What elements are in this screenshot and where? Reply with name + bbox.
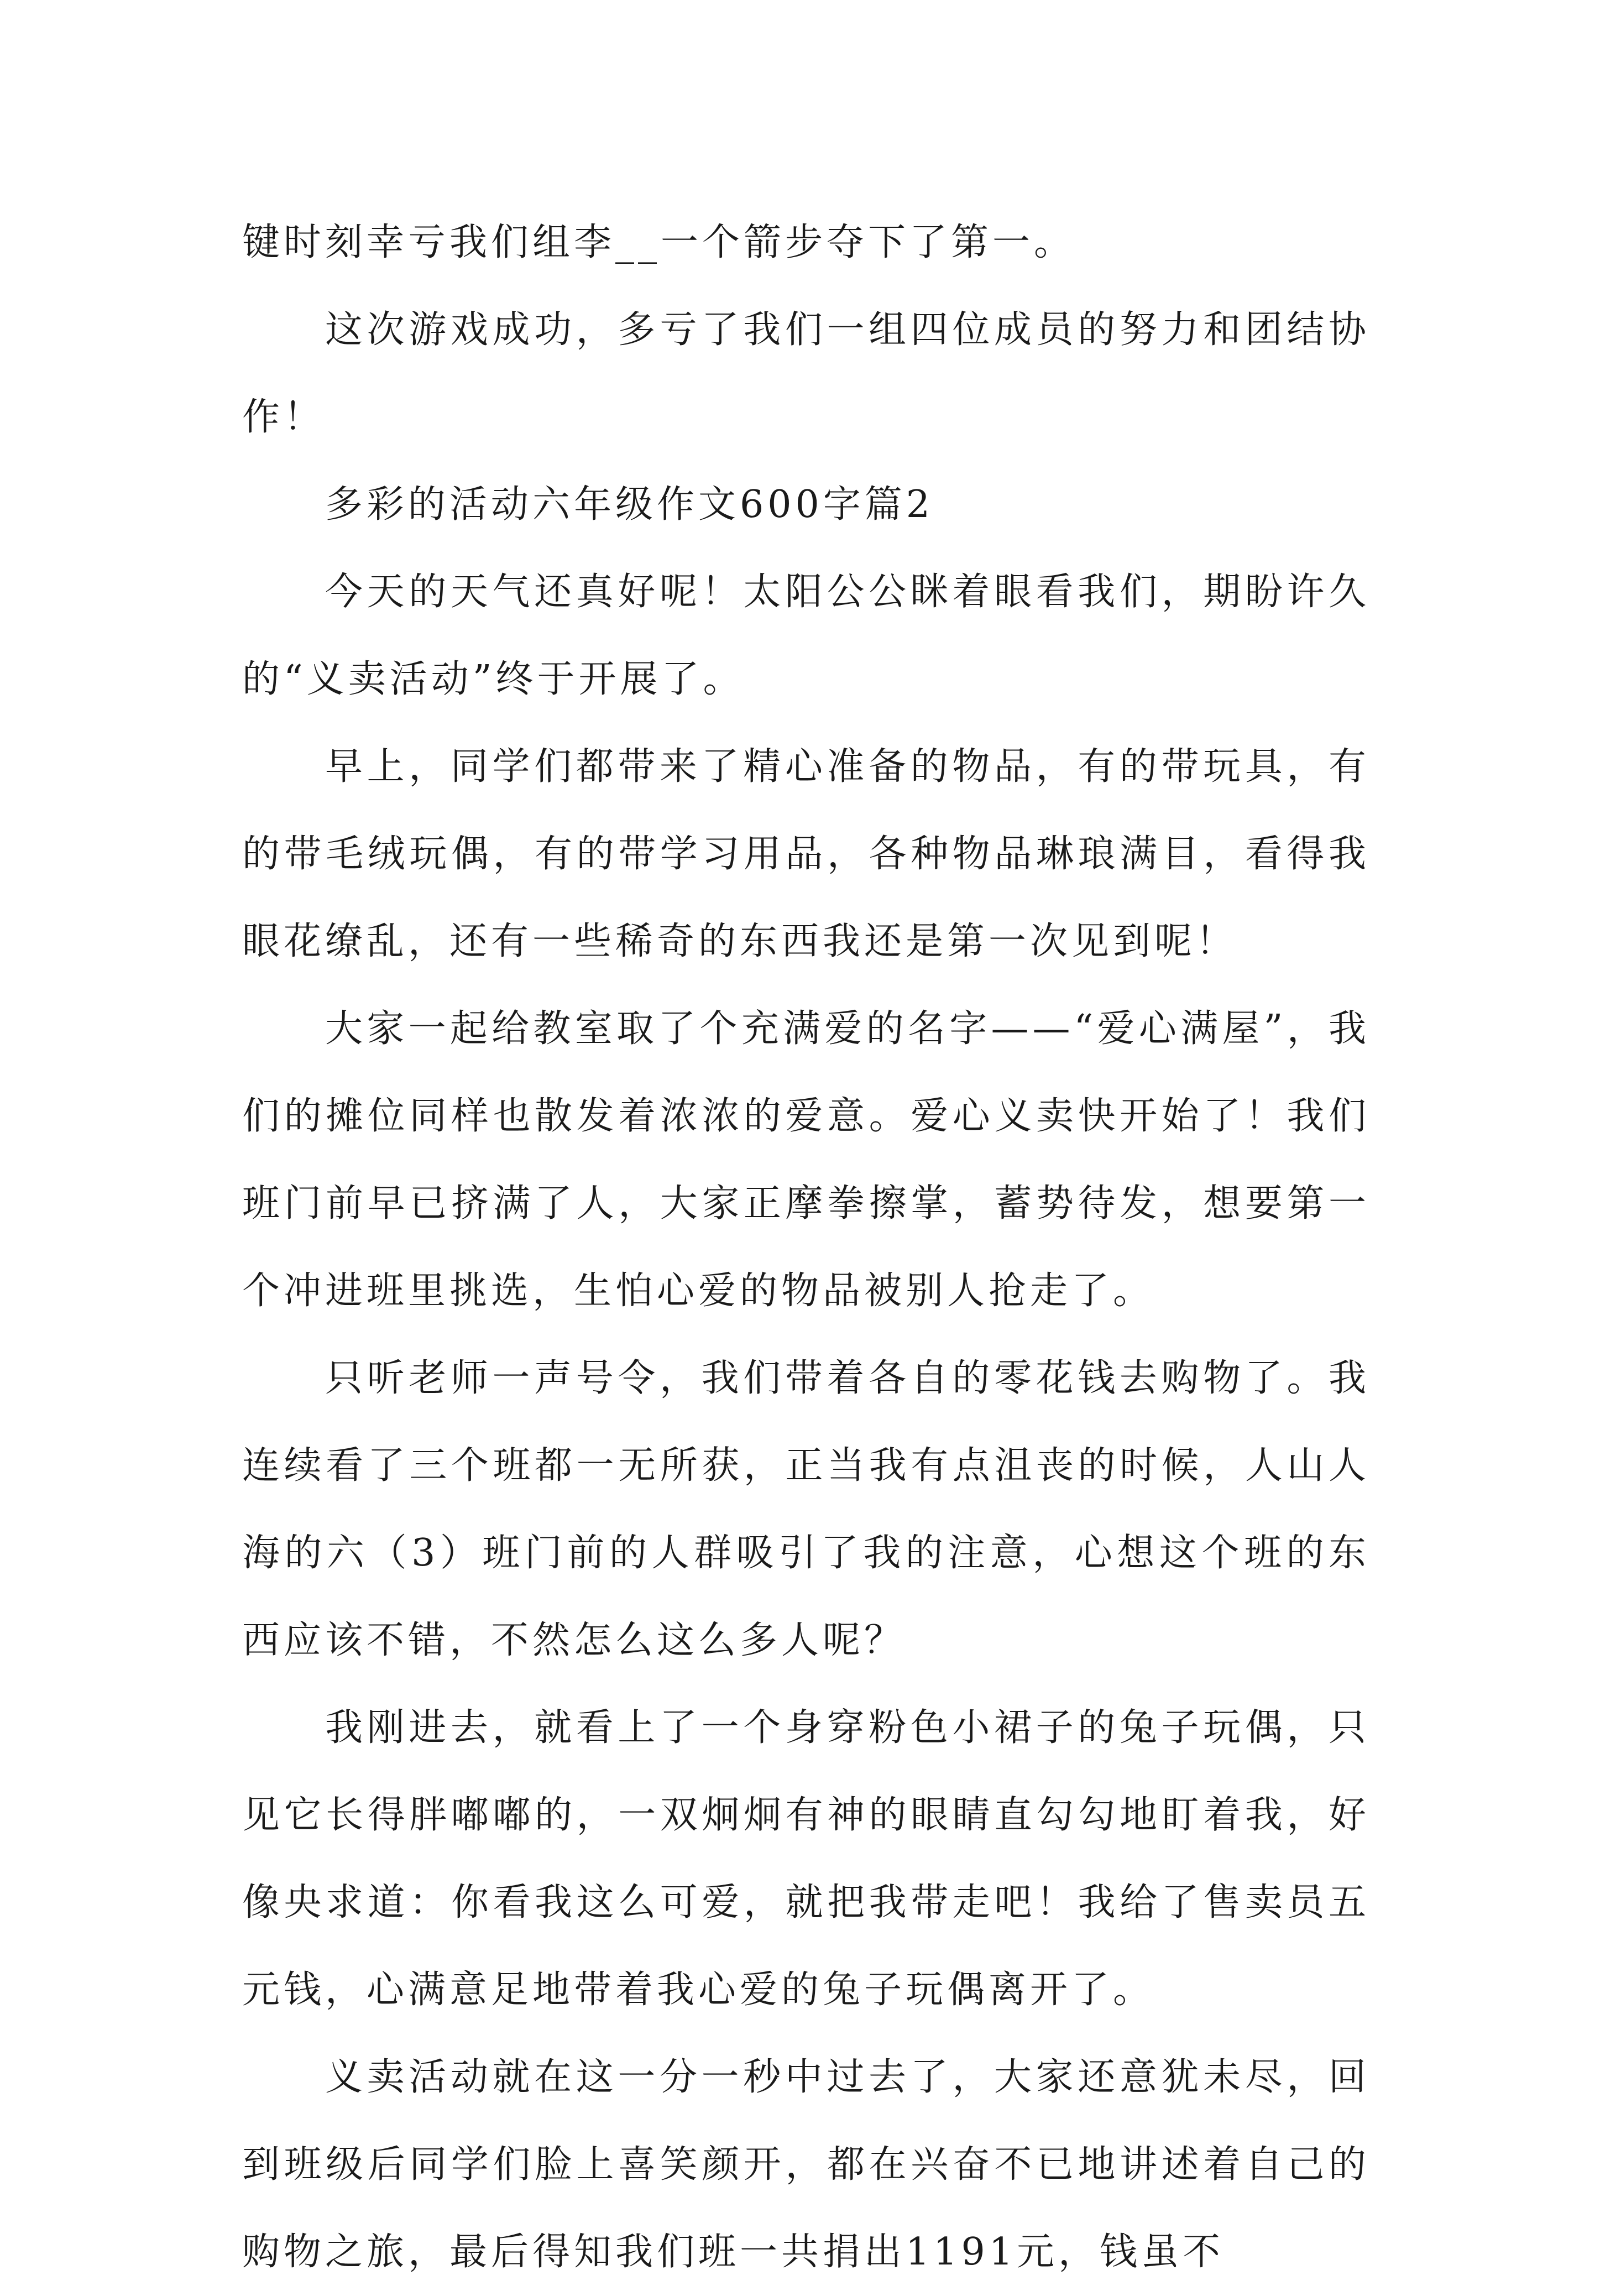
paragraph-morning: 早上，同学们都带来了精心准备的物品，有的带玩具，有的带毛绒玩偶，有的带学习用品，各种物品琳琅满目，看得我眼花缭乱，还有一些稀奇的东西我还是第一次见到呢！: [242, 745, 1370, 963]
paragraph-continuation: 键时刻幸亏我们组李__一个箭步夺下了第一。: [242, 221, 1076, 264]
document-body: [242, 199, 1370, 2296]
paragraph-weather: 今天的天气还真好呢！太阳公公眯着眼看我们，期盼许久的“义卖活动”终于开展了。: [242, 570, 1370, 701]
section-heading: 多彩的活动六年级作文600字篇2: [325, 483, 934, 526]
paragraph-success: 这次游戏成功，多亏了我们一组四位成员的努力和团结协作！: [242, 308, 1370, 439]
paragraph-rabbit-doll: 我刚进去，就看上了一个身穿粉色小裙子的兔子玩偶，只见它长得胖嘟嘟的，一双炯炯有神的眼睛直勾勾地盯着我，好像央求道：你看我这么可爱，就把我带走吧！我给了售卖员五元钱，心满意足地带着我心爱的兔子玩偶离开了。: [242, 1706, 1370, 2012]
paragraph-classroom-name: 大家一起给教室取了个充满爱的名字——“爱心满屋”，我们的摊位同样也散发着浓浓的爱意。爱心义卖快开始了！我们班门前早已挤满了人，大家正摩拳擦掌，蓄势待发，想要第一个冲进班里挑选，生怕心爱的物品被别人抢走了。: [242, 1007, 1370, 1313]
paragraph-shopping: 只听老师一声号令，我们带着各自的零花钱去购物了。我连续看了三个班都一无所获，正当我有点沮丧的时候，人山人海的六（3）班门前的人群吸引了我的注意，心想这个班的东西应该不错，不然怎么这么多人呢？: [242, 1356, 1370, 1662]
paragraph-conclusion: 义卖活动就在这一分一秒中过去了，大家还意犹未尽，回到班级后同学们脸上喜笑颜开，都在兴奋不已地讲述着自己的购物之旅，最后得知我们班一共捐出1191元，钱虽不: [242, 2055, 1370, 2274]
